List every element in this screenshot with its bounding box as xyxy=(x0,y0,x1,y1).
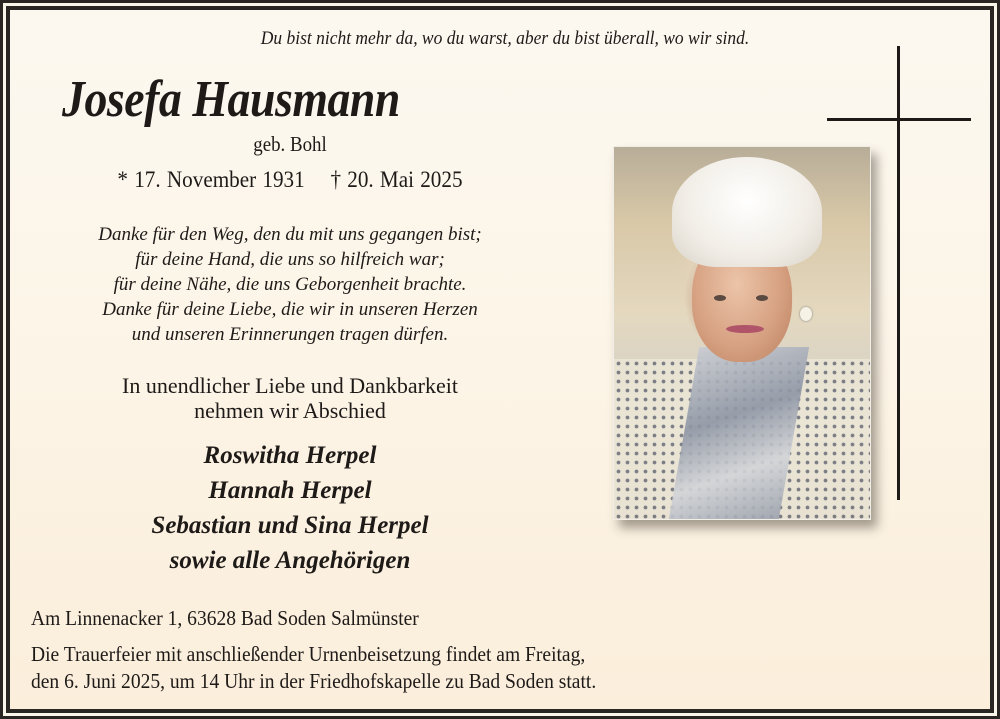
funeral-service-info xyxy=(31,641,596,695)
mourner-name: Hannah Herpel xyxy=(208,477,372,504)
obituary-notice xyxy=(10,10,990,709)
eye xyxy=(756,295,768,301)
service-line: Die Trauerfeier mit anschließender Urnenbeisetzung findet am Freitag, xyxy=(31,642,586,666)
lips xyxy=(726,325,764,333)
mourner-name: Roswitha Herpel xyxy=(203,442,377,469)
hair xyxy=(672,157,822,267)
poem-line: Danke für den Weg, den du mit uns gegangen bist; xyxy=(98,224,482,245)
poem-line: für deine Hand, die uns so hilfreich war; xyxy=(135,249,445,270)
deceased-name: Josefa Hausmann xyxy=(62,71,400,128)
death-date: † 20. Mai 2025 xyxy=(330,167,463,192)
mourners-list xyxy=(30,438,550,578)
farewell-line: nehmen wir Abschied xyxy=(194,398,386,423)
poem xyxy=(30,222,550,347)
mourner-name: Sebastian und Sina Herpel xyxy=(151,512,429,539)
poem-line: Danke für deine Liebe, die wir in unseren Herzen xyxy=(102,299,478,320)
service-line: den 6. Juni 2025, um 14 Uhr in der Friedhofskapelle zu Bad Soden statt. xyxy=(31,669,597,693)
motto-quote: Du bist nicht mehr da, wo du warst, aber du bist überall, wo wir sind. xyxy=(260,28,750,49)
earring xyxy=(800,307,812,321)
mourner-name: sowie alle Angehörigen xyxy=(169,547,411,574)
poem-line: für deine Nähe, die uns Geborgenheit brachte. xyxy=(113,274,467,295)
birth-date: * 17. November 1931 xyxy=(117,167,305,192)
life-dates xyxy=(51,167,529,193)
portrait-photo xyxy=(613,146,871,520)
cross-vertical-bar xyxy=(897,46,900,500)
family-address: Am Linnenacker 1, 63628 Bad Soden Salmünster xyxy=(31,606,419,630)
poem-line: und unseren Erinnerungen tragen dürfen. xyxy=(131,324,449,345)
maiden-name: geb. Bohl xyxy=(253,132,327,156)
cross-horizontal-bar xyxy=(827,118,971,121)
eye xyxy=(714,295,726,301)
farewell-text xyxy=(30,373,550,423)
farewell-line: In unendlicher Liebe und Dankbarkeit xyxy=(122,373,458,398)
